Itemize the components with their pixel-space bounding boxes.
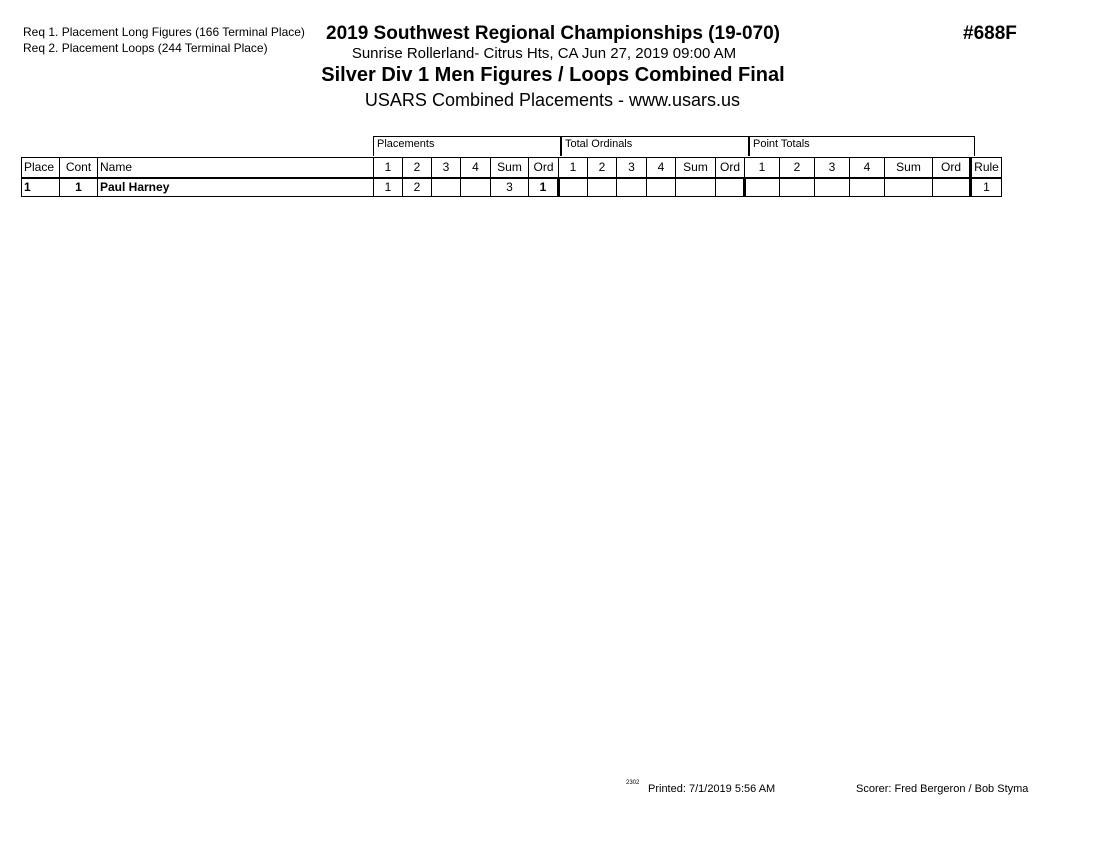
cell-ordinal-2 (588, 178, 617, 197)
cell-points-2 (780, 178, 815, 197)
footer-scorer: Scorer: Fred Bergeron / Bob Styma (856, 783, 1029, 795)
cell-placement-3 (432, 178, 461, 197)
cell-ordinal-3 (617, 178, 647, 197)
col-placement-4: 4 (461, 158, 491, 178)
event-org-line: USARS Combined Placements - www.usars.us (364, 90, 741, 110)
cell-placement-2: 2 (403, 178, 432, 197)
col-name: Name (98, 158, 374, 178)
cell-placement-1: 1 (374, 178, 403, 197)
cell-ordinal-sum (676, 178, 716, 197)
col-place: Place (22, 158, 60, 178)
footer-printed: Printed: 7/1/2019 5:56 AM (648, 783, 776, 795)
event-name: Silver Div 1 Men Figures / Loops Combined Final (321, 64, 785, 86)
col-rule: Rule (971, 158, 1002, 178)
col-ordinal-ord: Ord (716, 158, 745, 178)
cell-points-4 (850, 178, 885, 197)
col-ordinal-3: 3 (617, 158, 647, 178)
event-location-date: Sunrise Rollerland- Citrus Hts, CA Jun 27, 2019 09:00 AM (351, 45, 737, 62)
table-row (22, 178, 1002, 197)
cell-placement-4 (461, 178, 491, 197)
col-placement-ord: Ord (529, 158, 559, 178)
cell-name: Paul Harney (98, 178, 374, 197)
group-header-total-ordinals: Total Ordinals (561, 136, 749, 156)
cell-place: 1 (22, 178, 60, 197)
col-ordinal-2: 2 (588, 158, 617, 178)
cell-placement-ord: 1 (529, 178, 559, 197)
cell-points-3 (815, 178, 850, 197)
event-id: #688F (963, 23, 1017, 44)
col-ordinal-4: 4 (647, 158, 676, 178)
cell-points-1 (745, 178, 780, 197)
col-placement-sum: Sum (491, 158, 529, 178)
cell-ordinal-4 (647, 178, 676, 197)
col-points-2: 2 (780, 158, 815, 178)
col-placement-3: 3 (432, 158, 461, 178)
col-points-4: 4 (850, 158, 885, 178)
col-ordinal-sum: Sum (676, 158, 716, 178)
col-points-sum: Sum (885, 158, 933, 178)
col-points-3: 3 (815, 158, 850, 178)
col-ordinal-1: 1 (559, 158, 588, 178)
col-points-1: 1 (745, 158, 780, 178)
requirement-2: Req 2. Placement Loops (244 Terminal Place) (23, 41, 268, 55)
cell-points-sum (885, 178, 933, 197)
cell-points-ord (933, 178, 971, 197)
table-header-row (22, 158, 1002, 178)
col-cont: Cont (60, 158, 98, 178)
footer-code: 2302 (626, 780, 640, 786)
col-points-ord: Ord (933, 158, 971, 178)
col-placement-1: 1 (374, 158, 403, 178)
cell-cont: 1 (60, 178, 98, 197)
cell-placement-sum: 3 (491, 178, 529, 197)
cell-rule: 1 (971, 178, 1002, 197)
cell-ordinal-1 (559, 178, 588, 197)
group-header-point-totals: Point Totals (749, 136, 975, 156)
requirement-1: Req 1. Placement Long Figures (166 Terminal Place) (23, 25, 305, 39)
col-placement-2: 2 (403, 158, 432, 178)
cell-ordinal-ord (716, 178, 745, 197)
group-header-placements: Placements (373, 136, 561, 156)
event-title: 2019 Southwest Regional Championships (19-070) (326, 23, 780, 44)
results-table (21, 157, 1002, 197)
